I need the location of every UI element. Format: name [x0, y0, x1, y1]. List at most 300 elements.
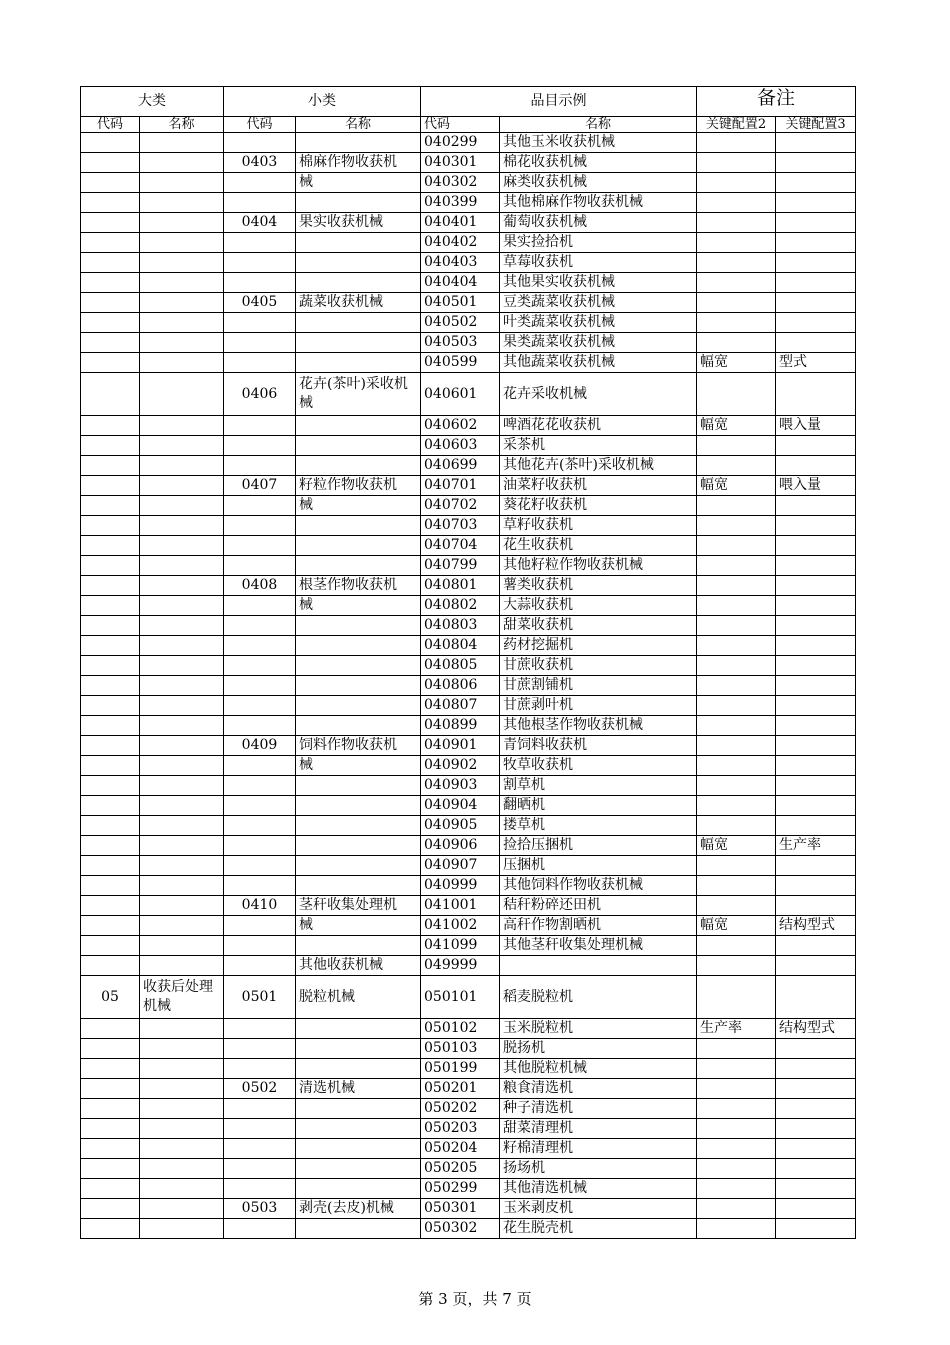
major-name-cell — [140, 1159, 224, 1179]
key-config3-cell — [776, 716, 856, 736]
minor-name-cell — [296, 193, 421, 213]
catalog-table — [80, 86, 856, 1239]
key-config2-cell — [697, 876, 776, 896]
item-code-cell: 040302 — [421, 173, 500, 193]
major-code-cell — [81, 1099, 140, 1119]
item-name-cell: 葵花籽收获机 — [500, 496, 697, 516]
minor-name-cell — [296, 696, 421, 716]
minor-code-cell — [224, 816, 296, 836]
col-item-code: 代码 — [421, 117, 500, 133]
item-name-cell: 扬场机 — [500, 1159, 697, 1179]
minor-name-cell: 剥壳(去皮)机械 — [296, 1199, 421, 1219]
minor-code-cell — [224, 716, 296, 736]
key-config3-cell — [776, 436, 856, 456]
major-name-cell — [140, 233, 224, 253]
table-row — [81, 616, 856, 636]
key-config2-cell — [697, 656, 776, 676]
item-name-cell: 压捆机 — [500, 856, 697, 876]
key-config2-cell — [697, 816, 776, 836]
item-name-cell: 采茶机 — [500, 436, 697, 456]
major-name-cell — [140, 596, 224, 616]
item-code-cell: 040704 — [421, 536, 500, 556]
table-row — [81, 596, 856, 616]
item-code-cell: 040999 — [421, 876, 500, 896]
group-minor-header: 小类 — [224, 87, 421, 117]
table-row — [81, 153, 856, 173]
major-code-cell — [81, 736, 140, 756]
major-code-cell — [81, 1139, 140, 1159]
table-row — [81, 1079, 856, 1099]
major-name-cell — [140, 776, 224, 796]
minor-code-cell — [224, 876, 296, 896]
table-row — [81, 636, 856, 656]
item-name-cell: 花生收获机 — [500, 536, 697, 556]
table-row — [81, 876, 856, 896]
key-config3-cell — [776, 576, 856, 596]
key-config2-cell — [697, 1079, 776, 1099]
key-config2-cell: 幅宽 — [697, 916, 776, 936]
major-name-cell — [140, 916, 224, 936]
table-row — [81, 1139, 856, 1159]
major-code-cell — [81, 796, 140, 816]
key-config2-cell — [697, 333, 776, 353]
item-name-cell: 葡萄收获机械 — [500, 213, 697, 233]
item-name-cell: 豆类蔬菜收获机械 — [500, 293, 697, 313]
table-row — [81, 576, 856, 596]
major-name-cell — [140, 536, 224, 556]
item-name-cell: 稻麦脱粒机 — [500, 976, 697, 1019]
major-code-cell — [81, 916, 140, 936]
item-code-cell: 041002 — [421, 916, 500, 936]
key-config2-cell — [697, 193, 776, 213]
minor-name-cell — [296, 233, 421, 253]
major-name-cell — [140, 636, 224, 656]
major-name-cell — [140, 856, 224, 876]
item-name-cell: 其他脱粒机械 — [500, 1059, 697, 1079]
minor-code-cell — [224, 1099, 296, 1119]
item-name-cell: 高秆作物割晒机 — [500, 916, 697, 936]
major-code-cell — [81, 576, 140, 596]
col-key3: 关键配置3 — [776, 117, 856, 133]
item-code-cell: 040904 — [421, 796, 500, 816]
item-code-cell: 040401 — [421, 213, 500, 233]
col-major-code: 代码 — [81, 117, 140, 133]
minor-name-cell: 械 — [296, 756, 421, 776]
key-config2-cell — [697, 1119, 776, 1139]
item-name-cell: 草籽收获机 — [500, 516, 697, 536]
key-config3-cell — [776, 536, 856, 556]
major-code-cell — [81, 476, 140, 496]
item-name-cell: 其他根茎作物收获机械 — [500, 716, 697, 736]
table-row — [81, 1119, 856, 1139]
minor-name-cell: 其他收获机械 — [296, 956, 421, 976]
col-minor-code: 代码 — [224, 117, 296, 133]
minor-name-cell: 清选机械 — [296, 1079, 421, 1099]
item-name-cell: 油菜籽收获机 — [500, 476, 697, 496]
major-code-cell — [81, 636, 140, 656]
key-config3-cell — [776, 293, 856, 313]
major-code-cell — [81, 836, 140, 856]
major-code-cell — [81, 516, 140, 536]
major-name-cell — [140, 213, 224, 233]
key-config2-cell: 幅宽 — [697, 416, 776, 436]
table-row — [81, 253, 856, 273]
minor-name-cell — [296, 536, 421, 556]
item-code-cell: 040899 — [421, 716, 500, 736]
major-code-cell — [81, 956, 140, 976]
major-name-cell — [140, 616, 224, 636]
major-code-cell — [81, 153, 140, 173]
key-config2-cell — [697, 976, 776, 1019]
key-config2-cell — [697, 1219, 776, 1239]
item-name-cell: 牧草收获机 — [500, 756, 697, 776]
minor-name-cell — [296, 676, 421, 696]
key-config2-cell — [697, 273, 776, 293]
key-config2-cell: 生产率 — [697, 1019, 776, 1039]
key-config2-cell — [697, 293, 776, 313]
major-name-cell — [140, 1079, 224, 1099]
major-code-cell — [81, 1059, 140, 1079]
minor-name-cell — [296, 776, 421, 796]
item-name-cell: 甘蔗割铺机 — [500, 676, 697, 696]
key-config2-cell — [697, 636, 776, 656]
minor-name-cell: 饲料作物收获机 — [296, 736, 421, 756]
minor-code-cell — [224, 333, 296, 353]
item-code-cell: 040301 — [421, 153, 500, 173]
major-name-cell — [140, 756, 224, 776]
minor-name-cell: 械 — [296, 916, 421, 936]
key-config3-cell — [776, 213, 856, 233]
key-config2-cell — [697, 1099, 776, 1119]
item-code-cell: 040806 — [421, 676, 500, 696]
key-config3-cell — [776, 656, 856, 676]
minor-code-cell — [224, 796, 296, 816]
item-code-cell: 041001 — [421, 896, 500, 916]
key-config3-cell: 结构型式 — [776, 916, 856, 936]
major-name-cell — [140, 1099, 224, 1119]
major-name-cell — [140, 696, 224, 716]
key-config2-cell — [697, 153, 776, 173]
minor-code-cell — [224, 313, 296, 333]
minor-name-cell — [296, 636, 421, 656]
col-major-name: 名称 — [140, 117, 224, 133]
minor-code-cell — [224, 536, 296, 556]
table-row — [81, 293, 856, 313]
major-code-cell — [81, 456, 140, 476]
major-code-cell — [81, 313, 140, 333]
group-remark-header: 备注 — [697, 87, 856, 117]
minor-code-cell — [224, 556, 296, 576]
minor-name-cell — [296, 516, 421, 536]
key-config2-cell — [697, 576, 776, 596]
minor-name-cell — [296, 1179, 421, 1199]
item-name-cell: 啤酒花花收获机 — [500, 416, 697, 436]
minor-code-cell — [224, 353, 296, 373]
item-name-cell: 秸秆粉碎还田机 — [500, 896, 697, 916]
key-config2-cell — [697, 556, 776, 576]
item-code-cell: 040907 — [421, 856, 500, 876]
minor-name-cell: 花卉(茶叶)采收机械 — [296, 373, 421, 416]
major-name-cell — [140, 1019, 224, 1039]
minor-name-cell — [296, 1119, 421, 1139]
major-code-cell — [81, 1219, 140, 1239]
key-config3-cell — [776, 776, 856, 796]
item-name-cell — [500, 956, 697, 976]
major-code-cell — [81, 536, 140, 556]
major-name-cell — [140, 193, 224, 213]
key-config3-cell — [776, 1119, 856, 1139]
major-code-cell — [81, 416, 140, 436]
minor-name-cell — [296, 816, 421, 836]
key-config2-cell — [697, 756, 776, 776]
minor-code-cell: 0407 — [224, 476, 296, 496]
item-code-cell: 050205 — [421, 1159, 500, 1179]
table-row — [81, 936, 856, 956]
item-code-cell: 040403 — [421, 253, 500, 273]
major-code-cell — [81, 676, 140, 696]
major-name-cell — [140, 436, 224, 456]
item-code-cell: 040699 — [421, 456, 500, 476]
key-config3-cell — [776, 676, 856, 696]
minor-name-cell — [296, 1219, 421, 1239]
key-config2-cell — [697, 696, 776, 716]
minor-name-cell: 械 — [296, 596, 421, 616]
item-code-cell: 040802 — [421, 596, 500, 616]
key-config2-cell — [697, 796, 776, 816]
key-config3-cell — [776, 333, 856, 353]
major-code-cell — [81, 716, 140, 736]
table-row — [81, 353, 856, 373]
item-name-cell: 花卉采收机械 — [500, 373, 697, 416]
item-code-cell: 041099 — [421, 936, 500, 956]
table-row — [81, 1059, 856, 1079]
key-config2-cell: 幅宽 — [697, 476, 776, 496]
minor-name-cell: 脱粒机械 — [296, 976, 421, 1019]
major-code-cell — [81, 616, 140, 636]
key-config2-cell — [697, 253, 776, 273]
major-code-cell — [81, 936, 140, 956]
table-row — [81, 1179, 856, 1199]
minor-name-cell — [296, 616, 421, 636]
table-row — [81, 133, 856, 153]
major-code-cell — [81, 253, 140, 273]
minor-name-cell — [296, 273, 421, 293]
major-code-cell — [81, 1179, 140, 1199]
minor-code-cell — [224, 193, 296, 213]
table-row — [81, 516, 856, 536]
table-row — [81, 696, 856, 716]
key-config2-cell — [697, 736, 776, 756]
minor-name-cell — [296, 456, 421, 476]
item-code-cell: 040603 — [421, 436, 500, 456]
item-name-cell: 其他茎秆收集处理机械 — [500, 936, 697, 956]
table-row — [81, 676, 856, 696]
item-name-cell: 其他棉麻作物收获机械 — [500, 193, 697, 213]
key-config2-cell: 幅宽 — [697, 836, 776, 856]
minor-name-cell — [296, 333, 421, 353]
table-row — [81, 496, 856, 516]
table-row — [81, 416, 856, 436]
minor-code-cell — [224, 1119, 296, 1139]
major-name-cell — [140, 796, 224, 816]
item-code-cell: 040807 — [421, 696, 500, 716]
major-code-cell — [81, 776, 140, 796]
key-config3-cell — [776, 313, 856, 333]
item-code-cell: 040299 — [421, 133, 500, 153]
item-code-cell: 050203 — [421, 1119, 500, 1139]
minor-code-cell — [224, 416, 296, 436]
item-name-cell: 果类蔬菜收获机械 — [500, 333, 697, 353]
item-code-cell: 040702 — [421, 496, 500, 516]
minor-name-cell — [296, 656, 421, 676]
major-code-cell — [81, 596, 140, 616]
key-config3-cell — [776, 856, 856, 876]
item-name-cell: 草莓收获机 — [500, 253, 697, 273]
col-minor-name: 名称 — [296, 117, 421, 133]
key-config2-cell: 幅宽 — [697, 353, 776, 373]
table-row — [81, 1019, 856, 1039]
item-code-cell: 040801 — [421, 576, 500, 596]
item-name-cell: 种子清选机 — [500, 1099, 697, 1119]
key-config2-cell — [697, 596, 776, 616]
major-code-cell — [81, 333, 140, 353]
key-config3-cell — [776, 193, 856, 213]
major-code-cell — [81, 213, 140, 233]
item-code-cell: 040905 — [421, 816, 500, 836]
key-config3-cell: 型式 — [776, 353, 856, 373]
major-name-cell — [140, 1179, 224, 1199]
major-code-cell — [81, 353, 140, 373]
item-name-cell: 麻类收获机械 — [500, 173, 697, 193]
item-name-cell: 青饲料收获机 — [500, 736, 697, 756]
key-config3-cell — [776, 1219, 856, 1239]
item-name-cell: 叶类蔬菜收获机械 — [500, 313, 697, 333]
major-code-cell — [81, 173, 140, 193]
key-config3-cell — [776, 133, 856, 153]
minor-code-cell — [224, 616, 296, 636]
item-code-cell: 040906 — [421, 836, 500, 856]
minor-code-cell — [224, 696, 296, 716]
minor-code-cell — [224, 1039, 296, 1059]
table-row — [81, 373, 856, 416]
major-name-cell — [140, 153, 224, 173]
item-code-cell: 040703 — [421, 516, 500, 536]
item-name-cell: 果实捡拾机 — [500, 233, 697, 253]
table-row — [81, 233, 856, 253]
minor-name-cell: 茎秆收集处理机 — [296, 896, 421, 916]
major-code-cell — [81, 756, 140, 776]
key-config2-cell — [697, 213, 776, 233]
table-row — [81, 193, 856, 213]
major-name-cell — [140, 373, 224, 416]
minor-name-cell: 械 — [296, 173, 421, 193]
major-code-cell — [81, 436, 140, 456]
key-config3-cell — [776, 756, 856, 776]
major-name-cell — [140, 1059, 224, 1079]
table-row — [81, 796, 856, 816]
major-code-cell — [81, 656, 140, 676]
key-config3-cell — [776, 616, 856, 636]
key-config2-cell — [697, 856, 776, 876]
minor-code-cell — [224, 756, 296, 776]
major-name-cell — [140, 816, 224, 836]
table-row — [81, 436, 856, 456]
major-code-cell — [81, 1079, 140, 1099]
major-code-cell: 05 — [81, 976, 140, 1019]
col-item-name: 名称 — [500, 117, 697, 133]
major-name-cell — [140, 1039, 224, 1059]
key-config2-cell — [697, 173, 776, 193]
table-row — [81, 1039, 856, 1059]
major-code-cell — [81, 496, 140, 516]
item-code-cell: 050302 — [421, 1219, 500, 1239]
table-row — [81, 916, 856, 936]
key-config3-cell — [776, 233, 856, 253]
item-code-cell: 040602 — [421, 416, 500, 436]
item-code-cell: 050299 — [421, 1179, 500, 1199]
key-config2-cell — [697, 1039, 776, 1059]
item-code-cell: 050199 — [421, 1059, 500, 1079]
minor-code-cell — [224, 936, 296, 956]
major-name-cell — [140, 496, 224, 516]
key-config3-cell — [776, 1199, 856, 1219]
table-row — [81, 173, 856, 193]
table-row — [81, 896, 856, 916]
major-name-cell — [140, 556, 224, 576]
table-row — [81, 856, 856, 876]
item-name-cell: 其他玉米收获机械 — [500, 133, 697, 153]
item-code-cell: 040805 — [421, 656, 500, 676]
major-name-cell — [140, 676, 224, 696]
table-row — [81, 716, 856, 736]
item-code-cell: 050301 — [421, 1199, 500, 1219]
key-config3-cell: 生产率 — [776, 836, 856, 856]
major-name-cell — [140, 333, 224, 353]
item-name-cell: 其他果实收获机械 — [500, 273, 697, 293]
table-row — [81, 1219, 856, 1239]
minor-name-cell — [296, 856, 421, 876]
key-config3-cell — [776, 976, 856, 1019]
item-code-cell: 050201 — [421, 1079, 500, 1099]
item-name-cell: 其他清选机械 — [500, 1179, 697, 1199]
key-config2-cell — [697, 233, 776, 253]
major-code-cell — [81, 896, 140, 916]
major-name-cell — [140, 133, 224, 153]
minor-code-cell — [224, 1219, 296, 1239]
key-config3-cell — [776, 1179, 856, 1199]
minor-name-cell — [296, 416, 421, 436]
item-code-cell: 040503 — [421, 333, 500, 353]
minor-name-cell — [296, 936, 421, 956]
major-code-cell — [81, 233, 140, 253]
minor-code-cell — [224, 1159, 296, 1179]
minor-code-cell — [224, 253, 296, 273]
minor-code-cell — [224, 596, 296, 616]
minor-name-cell — [296, 1019, 421, 1039]
key-config3-cell — [776, 253, 856, 273]
key-config2-cell — [697, 716, 776, 736]
table-row — [81, 976, 856, 1019]
key-config2-cell — [697, 496, 776, 516]
key-config3-cell: 结构型式 — [776, 1019, 856, 1039]
key-config2-cell — [697, 616, 776, 636]
item-name-cell: 甘蔗收获机 — [500, 656, 697, 676]
table-row — [81, 456, 856, 476]
key-config3-cell — [776, 516, 856, 536]
major-name-cell — [140, 1119, 224, 1139]
major-name-cell — [140, 956, 224, 976]
item-code-cell: 040701 — [421, 476, 500, 496]
